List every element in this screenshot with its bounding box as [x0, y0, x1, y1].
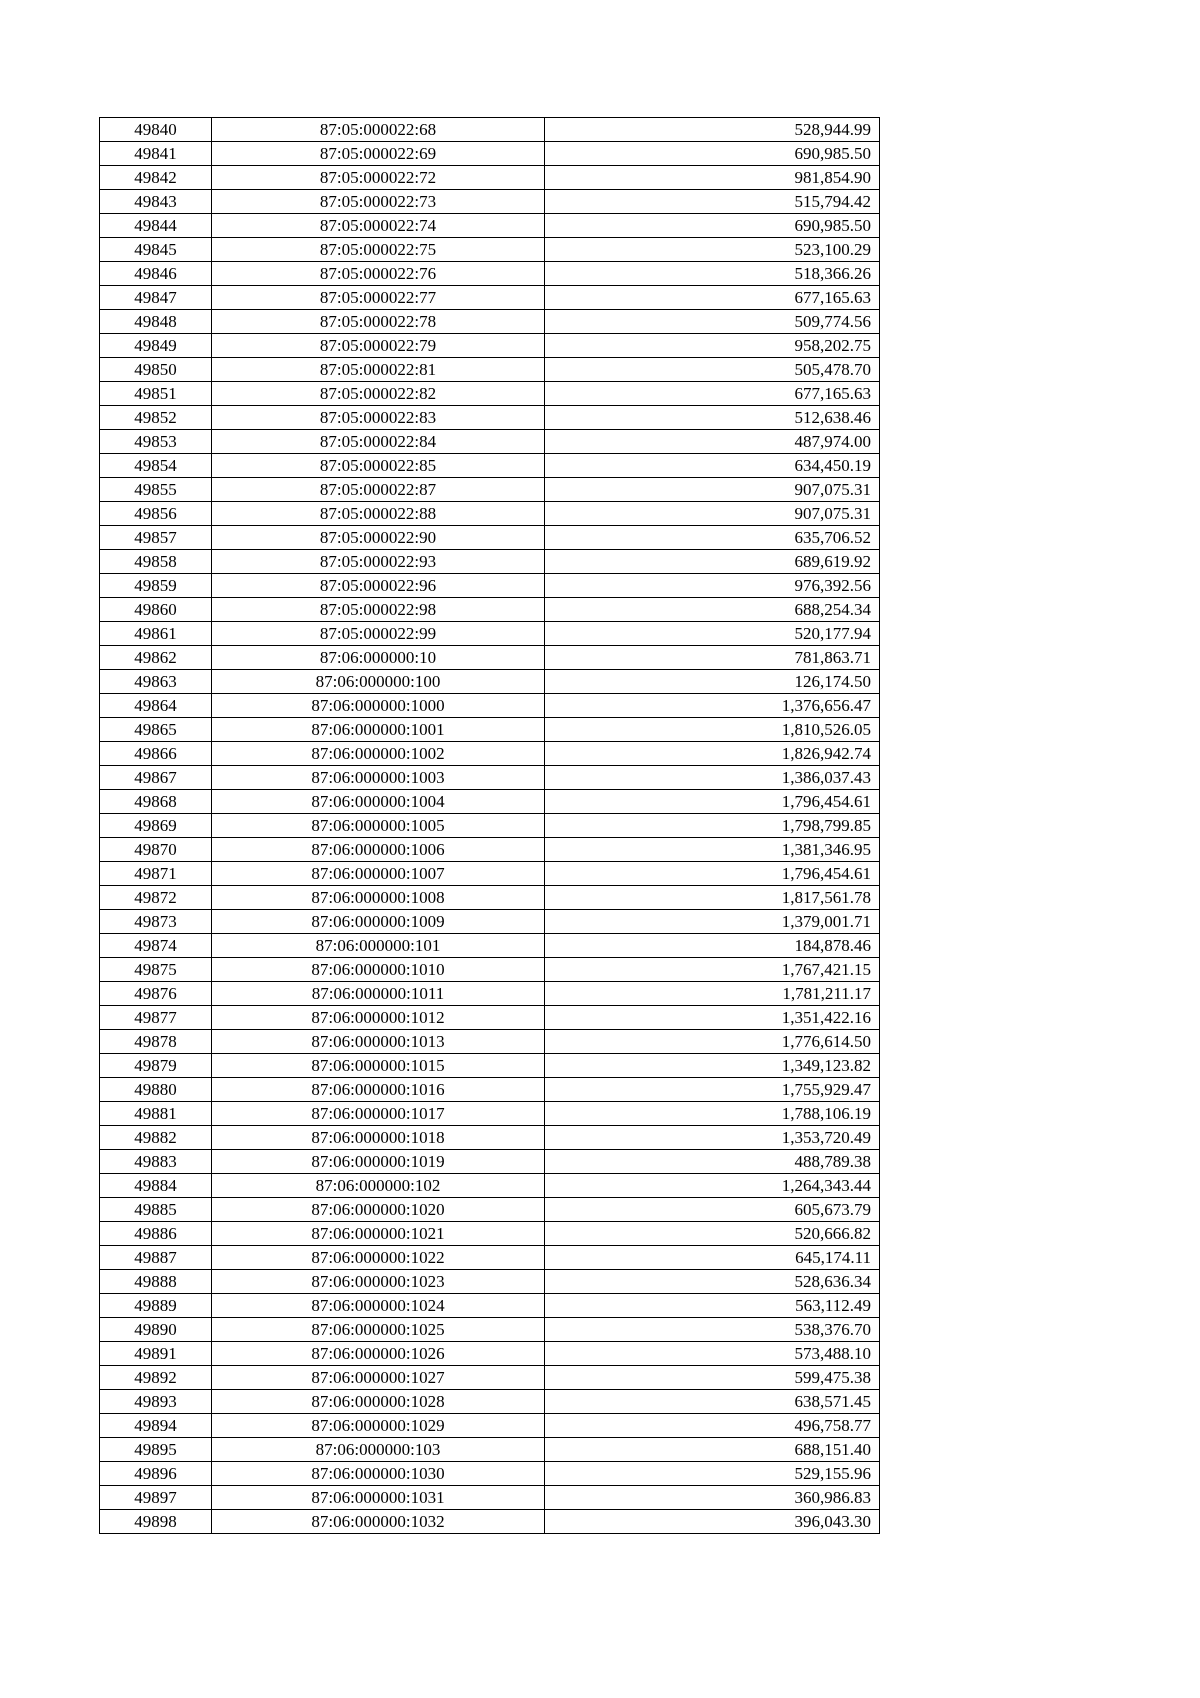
- cadastral-value-cell: 645,174.11: [545, 1246, 880, 1270]
- cadastral-number-cell: 87:06:000000:1006: [212, 838, 545, 862]
- cadastral-number-cell: 87:05:000022:88: [212, 502, 545, 526]
- row-number-cell: 49849: [100, 334, 212, 358]
- cadastral-value-cell: 563,112.49: [545, 1294, 880, 1318]
- cadastral-number-cell: 87:05:000022:72: [212, 166, 545, 190]
- cadastral-number-cell: 87:05:000022:84: [212, 430, 545, 454]
- table-row: [100, 118, 880, 142]
- row-number-cell: 49854: [100, 454, 212, 478]
- table-row: [100, 262, 880, 286]
- table-row: [100, 478, 880, 502]
- table-row: [100, 910, 880, 934]
- table-row: [100, 238, 880, 262]
- cadastral-value-cell: 360,986.83: [545, 1486, 880, 1510]
- row-number-cell: 49846: [100, 262, 212, 286]
- cadastral-number-cell: 87:06:000000:1007: [212, 862, 545, 886]
- cadastral-number-cell: 87:06:000000:1021: [212, 1222, 545, 1246]
- table-row: [100, 310, 880, 334]
- cadastral-number-cell: 87:05:000022:85: [212, 454, 545, 478]
- cadastral-number-cell: 87:05:000022:69: [212, 142, 545, 166]
- cadastral-number-cell: 87:05:000022:73: [212, 190, 545, 214]
- cadastral-value-cell: 528,636.34: [545, 1270, 880, 1294]
- cadastral-number-cell: 87:06:000000:1017: [212, 1102, 545, 1126]
- table-row: [100, 766, 880, 790]
- row-number-cell: 49844: [100, 214, 212, 238]
- row-number-cell: 49847: [100, 286, 212, 310]
- cadastral-number-cell: 87:06:000000:1031: [212, 1486, 545, 1510]
- cadastral-value-cell: 1,796,454.61: [545, 862, 880, 886]
- table-row: [100, 1030, 880, 1054]
- cadastral-number-cell: 87:05:000022:99: [212, 622, 545, 646]
- table-row: [100, 214, 880, 238]
- row-number-cell: 49878: [100, 1030, 212, 1054]
- cadastral-value-cell: 1,386,037.43: [545, 766, 880, 790]
- row-number-cell: 49860: [100, 598, 212, 622]
- cadastral-value-cell: 1,826,942.74: [545, 742, 880, 766]
- table-row: [100, 622, 880, 646]
- cadastral-value-cell: 515,794.42: [545, 190, 880, 214]
- table-row: [100, 694, 880, 718]
- row-number-cell: 49894: [100, 1414, 212, 1438]
- cadastral-number-cell: 87:06:000000:1004: [212, 790, 545, 814]
- table-row: [100, 958, 880, 982]
- cadastral-number-cell: 87:05:000022:77: [212, 286, 545, 310]
- cadastral-number-cell: 87:06:000000:10: [212, 646, 545, 670]
- row-number-cell: 49873: [100, 910, 212, 934]
- cadastral-value-cell: 677,165.63: [545, 382, 880, 406]
- cadastral-value-cell: 1,264,343.44: [545, 1174, 880, 1198]
- cadastral-number-cell: 87:05:000022:93: [212, 550, 545, 574]
- cadastral-value-cell: 1,767,421.15: [545, 958, 880, 982]
- cadastral-number-cell: 87:06:000000:103: [212, 1438, 545, 1462]
- table-row: [100, 1126, 880, 1150]
- cadastral-number-cell: 87:06:000000:1001: [212, 718, 545, 742]
- row-number-cell: 49855: [100, 478, 212, 502]
- cadastral-number-cell: 87:05:000022:82: [212, 382, 545, 406]
- cadastral-number-cell: 87:06:000000:1003: [212, 766, 545, 790]
- cadastral-number-cell: 87:05:000022:79: [212, 334, 545, 358]
- row-number-cell: 49862: [100, 646, 212, 670]
- table-row: [100, 1270, 880, 1294]
- cadastral-value-cell: 573,488.10: [545, 1342, 880, 1366]
- cadastral-number-cell: 87:06:000000:1025: [212, 1318, 545, 1342]
- cadastral-value-cell: 907,075.31: [545, 478, 880, 502]
- row-number-cell: 49886: [100, 1222, 212, 1246]
- cadastral-value-cell: 396,043.30: [545, 1510, 880, 1534]
- row-number-cell: 49841: [100, 142, 212, 166]
- row-number-cell: 49874: [100, 934, 212, 958]
- cadastral-value-cell: 1,796,454.61: [545, 790, 880, 814]
- cadastral-number-cell: 87:06:000000:1000: [212, 694, 545, 718]
- cadastral-value-cell: 635,706.52: [545, 526, 880, 550]
- row-number-cell: 49868: [100, 790, 212, 814]
- cadastral-number-cell: 87:06:000000:1026: [212, 1342, 545, 1366]
- cadastral-value-cell: 605,673.79: [545, 1198, 880, 1222]
- table-row: [100, 598, 880, 622]
- row-number-cell: 49872: [100, 886, 212, 910]
- cadastral-value-cell: 520,666.82: [545, 1222, 880, 1246]
- cadastral-value-cell: 538,376.70: [545, 1318, 880, 1342]
- cadastral-value-cell: 520,177.94: [545, 622, 880, 646]
- cadastral-value-cell: 981,854.90: [545, 166, 880, 190]
- row-number-cell: 49898: [100, 1510, 212, 1534]
- table-body: [100, 118, 880, 1534]
- row-number-cell: 49840: [100, 118, 212, 142]
- row-number-cell: 49875: [100, 958, 212, 982]
- cadastre-value-table: [99, 117, 880, 1534]
- row-number-cell: 49866: [100, 742, 212, 766]
- row-number-cell: 49871: [100, 862, 212, 886]
- cadastral-value-cell: 509,774.56: [545, 310, 880, 334]
- cadastral-value-cell: 1,379,001.71: [545, 910, 880, 934]
- row-number-cell: 49893: [100, 1390, 212, 1414]
- cadastral-number-cell: 87:06:000000:1015: [212, 1054, 545, 1078]
- cadastral-number-cell: 87:06:000000:1028: [212, 1390, 545, 1414]
- cadastral-value-cell: 529,155.96: [545, 1462, 880, 1486]
- table-row: [100, 982, 880, 1006]
- cadastral-number-cell: 87:05:000022:76: [212, 262, 545, 286]
- table-row: [100, 814, 880, 838]
- table-row: [100, 646, 880, 670]
- row-number-cell: 49880: [100, 1078, 212, 1102]
- cadastral-number-cell: 87:06:000000:1023: [212, 1270, 545, 1294]
- table-row: [100, 1102, 880, 1126]
- table-row: [100, 1510, 880, 1534]
- cadastral-value-cell: 126,174.50: [545, 670, 880, 694]
- cadastral-value-cell: 688,151.40: [545, 1438, 880, 1462]
- cadastral-number-cell: 87:06:000000:1020: [212, 1198, 545, 1222]
- cadastral-value-cell: 1,810,526.05: [545, 718, 880, 742]
- cadastral-value-cell: 1,817,561.78: [545, 886, 880, 910]
- row-number-cell: 49887: [100, 1246, 212, 1270]
- table-row: [100, 1390, 880, 1414]
- cadastral-value-cell: 688,254.34: [545, 598, 880, 622]
- cadastral-value-cell: 634,450.19: [545, 454, 880, 478]
- row-number-cell: 49896: [100, 1462, 212, 1486]
- row-number-cell: 49864: [100, 694, 212, 718]
- cadastral-number-cell: 87:05:000022:68: [212, 118, 545, 142]
- cadastral-number-cell: 87:06:000000:1027: [212, 1366, 545, 1390]
- cadastral-value-cell: 518,366.26: [545, 262, 880, 286]
- row-number-cell: 49843: [100, 190, 212, 214]
- cadastral-value-cell: 599,475.38: [545, 1366, 880, 1390]
- row-number-cell: 49853: [100, 430, 212, 454]
- row-number-cell: 49889: [100, 1294, 212, 1318]
- row-number-cell: 49865: [100, 718, 212, 742]
- row-number-cell: 49895: [100, 1438, 212, 1462]
- cadastral-number-cell: 87:05:000022:78: [212, 310, 545, 334]
- cadastral-number-cell: 87:05:000022:90: [212, 526, 545, 550]
- row-number-cell: 49885: [100, 1198, 212, 1222]
- cadastral-value-cell: 1,781,211.17: [545, 982, 880, 1006]
- table-row: [100, 1342, 880, 1366]
- row-number-cell: 49884: [100, 1174, 212, 1198]
- cadastral-number-cell: 87:06:000000:102: [212, 1174, 545, 1198]
- row-number-cell: 49851: [100, 382, 212, 406]
- table-row: [100, 1198, 880, 1222]
- table-row: [100, 838, 880, 862]
- row-number-cell: 49845: [100, 238, 212, 262]
- cadastral-number-cell: 87:05:000022:96: [212, 574, 545, 598]
- row-number-cell: 49856: [100, 502, 212, 526]
- row-number-cell: 49881: [100, 1102, 212, 1126]
- cadastral-number-cell: 87:05:000022:83: [212, 406, 545, 430]
- table-row: [100, 886, 880, 910]
- cadastral-value-cell: 488,789.38: [545, 1150, 880, 1174]
- row-number-cell: 49848: [100, 310, 212, 334]
- cadastral-value-cell: 496,758.77: [545, 1414, 880, 1438]
- cadastral-value-cell: 1,776,614.50: [545, 1030, 880, 1054]
- row-number-cell: 49859: [100, 574, 212, 598]
- table-row: [100, 1318, 880, 1342]
- table-row: [100, 718, 880, 742]
- row-number-cell: 49879: [100, 1054, 212, 1078]
- table-row: [100, 166, 880, 190]
- cadastral-value-cell: 523,100.29: [545, 238, 880, 262]
- table-row: [100, 286, 880, 310]
- table-row: [100, 142, 880, 166]
- table-row: [100, 1366, 880, 1390]
- table-row: [100, 1174, 880, 1198]
- table-row: [100, 1246, 880, 1270]
- cadastral-number-cell: 87:06:000000:101: [212, 934, 545, 958]
- cadastral-value-cell: 689,619.92: [545, 550, 880, 574]
- table-row: [100, 454, 880, 478]
- row-number-cell: 49861: [100, 622, 212, 646]
- table-row: [100, 1462, 880, 1486]
- cadastral-value-cell: 528,944.99: [545, 118, 880, 142]
- table-row: [100, 502, 880, 526]
- table-row: [100, 550, 880, 574]
- row-number-cell: 49870: [100, 838, 212, 862]
- table-row: [100, 1414, 880, 1438]
- row-number-cell: 49867: [100, 766, 212, 790]
- row-number-cell: 49888: [100, 1270, 212, 1294]
- cadastral-value-cell: 638,571.45: [545, 1390, 880, 1414]
- table-row: [100, 934, 880, 958]
- cadastral-value-cell: 690,985.50: [545, 214, 880, 238]
- cadastral-value-cell: 1,349,123.82: [545, 1054, 880, 1078]
- cadastral-number-cell: 87:06:000000:1013: [212, 1030, 545, 1054]
- table-row: [100, 1486, 880, 1510]
- table-row: [100, 1150, 880, 1174]
- cadastral-number-cell: 87:06:000000:1018: [212, 1126, 545, 1150]
- cadastral-value-cell: 907,075.31: [545, 502, 880, 526]
- table-row: [100, 790, 880, 814]
- cadastral-value-cell: 781,863.71: [545, 646, 880, 670]
- cadastral-value-cell: 1,798,799.85: [545, 814, 880, 838]
- cadastral-value-cell: 1,376,656.47: [545, 694, 880, 718]
- cadastral-number-cell: 87:06:000000:1011: [212, 982, 545, 1006]
- cadastral-number-cell: 87:06:000000:1009: [212, 910, 545, 934]
- cadastral-value-cell: 1,755,929.47: [545, 1078, 880, 1102]
- cadastral-value-cell: 1,788,106.19: [545, 1102, 880, 1126]
- cadastral-value-cell: 1,381,346.95: [545, 838, 880, 862]
- cadastral-value-cell: 976,392.56: [545, 574, 880, 598]
- table-row: [100, 862, 880, 886]
- cadastral-value-cell: 1,351,422.16: [545, 1006, 880, 1030]
- cadastral-number-cell: 87:06:000000:1024: [212, 1294, 545, 1318]
- cadastre-table-container: [99, 117, 880, 1534]
- row-number-cell: 49850: [100, 358, 212, 382]
- row-number-cell: 49891: [100, 1342, 212, 1366]
- table-row: [100, 1078, 880, 1102]
- table-row: [100, 1294, 880, 1318]
- cadastral-value-cell: 487,974.00: [545, 430, 880, 454]
- row-number-cell: 49897: [100, 1486, 212, 1510]
- table-row: [100, 1054, 880, 1078]
- table-row: [100, 742, 880, 766]
- cadastral-value-cell: 690,985.50: [545, 142, 880, 166]
- table-row: [100, 670, 880, 694]
- cadastral-number-cell: 87:06:000000:1016: [212, 1078, 545, 1102]
- row-number-cell: 49863: [100, 670, 212, 694]
- row-number-cell: 49877: [100, 1006, 212, 1030]
- row-number-cell: 49882: [100, 1126, 212, 1150]
- cadastral-number-cell: 87:05:000022:81: [212, 358, 545, 382]
- cadastral-value-cell: 512,638.46: [545, 406, 880, 430]
- cadastral-number-cell: 87:06:000000:1008: [212, 886, 545, 910]
- cadastral-value-cell: 677,165.63: [545, 286, 880, 310]
- cadastral-number-cell: 87:05:000022:75: [212, 238, 545, 262]
- cadastral-number-cell: 87:06:000000:1012: [212, 1006, 545, 1030]
- cadastral-number-cell: 87:06:000000:1002: [212, 742, 545, 766]
- cadastral-number-cell: 87:05:000022:74: [212, 214, 545, 238]
- cadastral-number-cell: 87:06:000000:1029: [212, 1414, 545, 1438]
- cadastral-value-cell: 958,202.75: [545, 334, 880, 358]
- table-row: [100, 334, 880, 358]
- row-number-cell: 49892: [100, 1366, 212, 1390]
- table-row: [100, 526, 880, 550]
- cadastral-number-cell: 87:06:000000:100: [212, 670, 545, 694]
- table-row: [100, 190, 880, 214]
- row-number-cell: 49857: [100, 526, 212, 550]
- row-number-cell: 49842: [100, 166, 212, 190]
- cadastral-value-cell: 1,353,720.49: [545, 1126, 880, 1150]
- cadastral-number-cell: 87:06:000000:1019: [212, 1150, 545, 1174]
- table-row: [100, 574, 880, 598]
- table-row: [100, 382, 880, 406]
- cadastral-number-cell: 87:06:000000:1010: [212, 958, 545, 982]
- cadastral-number-cell: 87:06:000000:1022: [212, 1246, 545, 1270]
- cadastral-value-cell: 505,478.70: [545, 358, 880, 382]
- table-row: [100, 1438, 880, 1462]
- cadastral-number-cell: 87:05:000022:87: [212, 478, 545, 502]
- table-row: [100, 1222, 880, 1246]
- row-number-cell: 49858: [100, 550, 212, 574]
- cadastral-number-cell: 87:05:000022:98: [212, 598, 545, 622]
- row-number-cell: 49852: [100, 406, 212, 430]
- row-number-cell: 49869: [100, 814, 212, 838]
- row-number-cell: 49890: [100, 1318, 212, 1342]
- table-row: [100, 358, 880, 382]
- row-number-cell: 49876: [100, 982, 212, 1006]
- cadastral-number-cell: 87:06:000000:1005: [212, 814, 545, 838]
- table-row: [100, 1006, 880, 1030]
- cadastral-value-cell: 184,878.46: [545, 934, 880, 958]
- row-number-cell: 49883: [100, 1150, 212, 1174]
- cadastral-number-cell: 87:06:000000:1030: [212, 1462, 545, 1486]
- cadastral-number-cell: 87:06:000000:1032: [212, 1510, 545, 1534]
- table-row: [100, 430, 880, 454]
- table-row: [100, 406, 880, 430]
